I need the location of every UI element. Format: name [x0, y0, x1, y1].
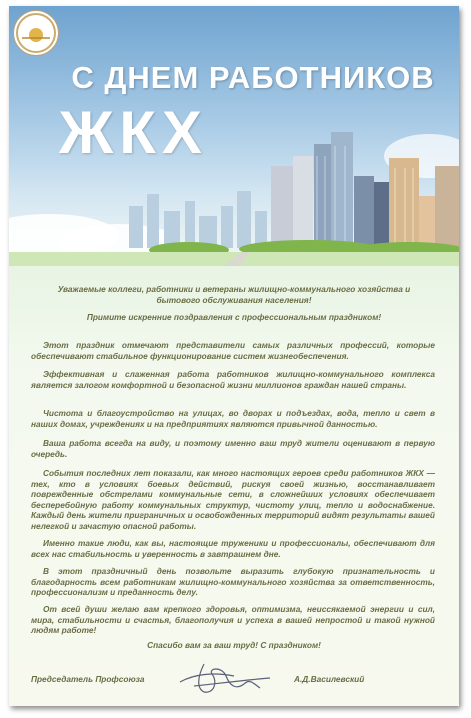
- signer-title: Председатель Профсоюза: [31, 674, 145, 684]
- greeting-line: Уважаемые коллеги, работники и ветераны жилищно-коммунального хозяйства и бытового обслуживания населения!: [57, 284, 411, 305]
- paragraph-4: Ваша работа всегда на виду, и поэтому именно ваш труд жители оценивают в первую очередь.: [31, 438, 435, 459]
- handwritten-signature: [174, 654, 274, 696]
- congrats-line: Примите искренние поздравления с профессиональным праздником!: [86, 312, 382, 322]
- headline-line2: ЖКХ: [59, 99, 208, 166]
- headline-line1: С ДНЕМ РАБОТНИКОВ: [71, 60, 435, 95]
- letter-body: [9, 266, 459, 706]
- paragraph-2: Эффективная и слаженная работа работников жилищно-коммунального комплекса является залогом комфортной и безопасной жизни миллионов граждан нашей страны.: [31, 369, 435, 390]
- header-banner: [9, 6, 459, 266]
- greeting-card: [9, 6, 459, 706]
- paragraph-5: События последних лет показали, как много настоящих героев среди работников ЖКХ — тех, кто в условиях боевых действий, рискуя своей жизнью, восстанавливает поврежденные обстрелами коммунальные сети, в сложнейших условиях обеспечивает бесперебойную работу коммунальных структур, чистоту улиц, тепло и водоснабжение. Каждый день жители приграничных и освобожденных территорий видят результаты вашей нелегкой и зачастую опасной работы.: [31, 468, 435, 531]
- paragraph-6: Именно такие люди, как вы, настоящие труженики и профессионалы, обеспечивают для всех нас стабильность и уверенность в завтрашнем дне.: [31, 538, 435, 559]
- signer-name: А.Д.Василевский: [294, 674, 365, 684]
- emblem-logo: [13, 10, 59, 56]
- paragraph-7: В этот праздничный день позвольте выразить глубокую признательность и благодарность всем работникам жилищно-коммунального хозяйства за ответственность, профессионализм и преданность делу.: [31, 566, 435, 597]
- paragraph-8: От всей души желаю вам крепкого здоровья, оптимизма, неиссякаемой энергии и сил, мира, стабильности и счастья, благополучия и успеха в вашей непростой и такой нужной людям работе!: [31, 604, 435, 635]
- closing-line: Спасибо вам за ваш труд! С праздником!: [147, 640, 321, 650]
- paragraph-3: Чистота и благоустройство на улицах, во дворах и подъездах, вода, тепло и свет в наших домах, учреждениях и на предприятиях являются привычной данностью.: [31, 408, 435, 429]
- paragraph-1: Этот праздник отмечают представители самых различных профессий, которые обеспечивают стабильное функционирование систем жизнеобеспечения.: [31, 340, 435, 361]
